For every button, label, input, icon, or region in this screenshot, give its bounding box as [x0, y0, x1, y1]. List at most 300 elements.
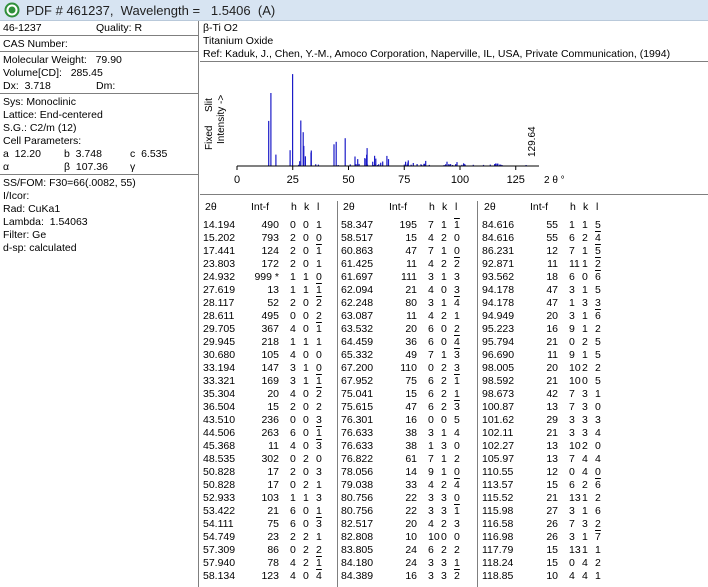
table-cell-intensity: 11 — [406, 310, 417, 322]
table-cell-k: 3 — [441, 557, 447, 569]
table-cell-intensity: 61 — [405, 453, 417, 465]
table-cell-2theta: 84.616 — [482, 219, 515, 231]
table-cell-h: 4 — [290, 440, 296, 452]
table-cell-intensity: 15 — [546, 479, 558, 491]
x-tick-label-2: 50 — [342, 174, 355, 186]
table-header-2-3: k — [583, 201, 589, 213]
table-cell-l: 4 — [454, 297, 460, 309]
table-cell-intensity: 490 — [261, 219, 279, 231]
ss-fom: SS/FOM: F30=66(.0082, 55) — [3, 177, 136, 189]
d-spacing: d-sp: calculated — [3, 242, 77, 254]
table-cell-k: 2 — [303, 544, 309, 556]
table-cell-k: 1 — [441, 349, 447, 361]
table-cell-l: 5 — [595, 375, 601, 387]
table-cell-l: 3 — [316, 440, 322, 452]
table-cell-k: 1 — [582, 219, 588, 231]
table-cell-2theta: 27.619 — [203, 284, 236, 296]
table-cell-h: 0 — [569, 557, 575, 569]
table-cell-l: 6 — [595, 505, 601, 517]
table-cell-intensity: 47 — [405, 401, 417, 413]
table-cell-h: 3 — [569, 427, 575, 439]
table-cell-l: 6 — [595, 310, 601, 322]
table-cell-h: 3 — [428, 557, 434, 569]
table-cell-l: 4 — [595, 453, 601, 465]
table-cell-intensity: 38 — [405, 440, 417, 452]
table-cell-h: 6 — [428, 544, 434, 556]
table-cell-intensity: 23 — [267, 531, 279, 543]
lambda: Lambda: 1.54063 — [3, 216, 88, 228]
table-cell-2theta: 28.611 — [203, 310, 235, 322]
table-cell-intensity: 110 — [400, 362, 417, 374]
table-cell-2theta: 115.52 — [482, 492, 514, 504]
table-cell-l: 1 — [454, 388, 460, 400]
table-cell-h: 3 — [569, 505, 575, 517]
table-cell-h: 13 — [569, 544, 581, 556]
table-cell-l: 1 — [454, 219, 460, 231]
table-cell-k: 3 — [582, 401, 588, 413]
table-cell-l: 5 — [595, 284, 601, 296]
table-cell-l: 2 — [454, 570, 460, 582]
table-cell-2theta: 14.194 — [203, 219, 236, 231]
table-cell-intensity: 52 — [267, 297, 279, 309]
table-cell-l: 1 — [316, 375, 322, 387]
table-cell-h: 3 — [569, 284, 575, 296]
table-cell-intensity: 172 — [261, 258, 279, 270]
table-cell-k: 1 — [582, 245, 588, 257]
table-cell-2theta: 61.425 — [341, 258, 374, 270]
table-cell-k: 1 — [441, 271, 447, 283]
table-cell-h: 6 — [290, 505, 296, 517]
table-cell-k: 2 — [441, 375, 447, 387]
table-cell-h: 6 — [428, 323, 434, 335]
table-cell-h: 9 — [569, 349, 575, 361]
table-cell-k: 1 — [303, 336, 309, 348]
table-cell-k: 2 — [303, 531, 309, 543]
table-cell-l: 3 — [454, 362, 460, 374]
compound-header — [200, 21, 708, 63]
table-cell-h: 7 — [569, 401, 575, 413]
table-cell-l: 3 — [454, 349, 460, 361]
table-cell-k: 0 — [303, 297, 309, 309]
table-header-1-2: h — [429, 201, 435, 213]
table-cell-k: 0 — [303, 245, 309, 257]
table-cell-h: 3 — [290, 375, 296, 387]
table-cell-intensity: 20 — [405, 518, 417, 530]
table-cell-k: 4 — [582, 466, 588, 478]
table-cell-2theta: 65.332 — [341, 349, 374, 361]
table-cell-intensity: 15 — [546, 557, 558, 569]
table-cell-intensity: 55 — [546, 219, 558, 231]
table-header-1-4: l — [455, 201, 458, 213]
table-cell-intensity: 302 — [261, 453, 279, 465]
table-cell-2theta: 58.347 — [341, 219, 374, 231]
table-cell-h: 4 — [428, 232, 434, 244]
compound-formula: β-Ti O2 — [203, 22, 238, 34]
table-cell-l: 1 — [454, 310, 460, 322]
table-cell-intensity: 21 — [546, 375, 558, 387]
table-cell-intensity: 367 — [261, 323, 279, 335]
table-cell-2theta: 84.180 — [341, 557, 374, 569]
table-cell-k: 1 — [582, 323, 588, 335]
table-cell-k: 1 — [582, 310, 588, 322]
table-cell-2theta: 83.805 — [341, 544, 374, 556]
table-cell-k: 2 — [582, 232, 588, 244]
table-cell-h: 9 — [428, 466, 434, 478]
table-cell-l: 1 — [316, 427, 322, 439]
table-cell-h: 1 — [290, 336, 296, 348]
table-cell-2theta: 15.202 — [203, 232, 236, 244]
table-header-1-0: 2θ — [343, 201, 355, 213]
table-cell-l: 4 — [454, 336, 460, 348]
table-cell-k: 1 — [303, 375, 309, 387]
table-cell-k: 0 — [441, 531, 447, 543]
table-cell-l: 3 — [454, 271, 460, 283]
table-cell-l: 2 — [316, 401, 322, 413]
table-cell-2theta: 44.506 — [203, 427, 236, 439]
table-cell-intensity: 15 — [405, 388, 417, 400]
table-cell-2theta: 58.517 — [341, 232, 374, 244]
table-cell-h: 3 — [290, 362, 296, 374]
table-cell-h: 13 — [569, 492, 581, 504]
table-cell-intensity: 13 — [546, 440, 558, 452]
table-cell-h: 1 — [290, 284, 296, 296]
table-cell-h: 0 — [569, 466, 575, 478]
table-cell-k: 1 — [441, 219, 447, 231]
table-cell-intensity: 11 — [547, 258, 558, 270]
table-cell-k: 0 — [303, 349, 309, 361]
dm: Dm: — [96, 80, 116, 92]
table-cell-k: 0 — [441, 414, 447, 426]
table-cell-intensity: 17 — [267, 479, 279, 491]
table-cell-l: 1 — [316, 284, 322, 296]
table-cell-2theta: 35.304 — [203, 388, 236, 400]
table-cell-2theta: 102.11 — [482, 427, 514, 439]
table-cell-h: 2 — [290, 531, 296, 543]
table-cell-2theta: 62.248 — [341, 297, 374, 309]
table-cell-h: 10 — [569, 375, 581, 387]
table-header-2-2: h — [570, 201, 576, 213]
x-tick-label-4: 100 — [450, 174, 470, 186]
table-cell-k: 0 — [582, 375, 588, 387]
table-cell-intensity: 12 — [546, 466, 558, 478]
table-cell-h: 4 — [290, 388, 296, 400]
table-cell-k: 1 — [441, 427, 447, 439]
table-cell-2theta: 33.194 — [203, 362, 236, 374]
table-cell-k: 1 — [441, 453, 447, 465]
window-title-bar[interactable] — [0, 0, 708, 21]
table-cell-h: 2 — [290, 232, 296, 244]
table-cell-intensity: 24 — [405, 544, 417, 556]
table-cell-2theta: 115.98 — [482, 505, 514, 517]
table-cell-k: 4 — [582, 557, 588, 569]
table-cell-intensity: 29 — [546, 414, 558, 426]
table-cell-l: 1 — [454, 505, 460, 517]
table-cell-2theta: 76.301 — [341, 414, 374, 426]
table-cell-h: 9 — [569, 323, 575, 335]
table-cell-k: 0 — [441, 284, 447, 296]
table-cell-l: 0 — [454, 531, 460, 543]
table-cell-l: 2 — [316, 310, 322, 322]
table-cell-k: 1 — [441, 466, 447, 478]
lattice: Lattice: End-centered — [3, 109, 103, 121]
table-cell-k: 2 — [441, 258, 447, 270]
table-cell-intensity: 33 — [405, 479, 417, 491]
table-cell-k: 0 — [303, 219, 309, 231]
table-cell-k: 2 — [441, 479, 447, 491]
table-cell-h: 7 — [428, 219, 434, 231]
table-cell-h: 6 — [428, 375, 434, 387]
table-cell-h: 7 — [428, 453, 434, 465]
table-cell-h: 6 — [428, 388, 434, 400]
table-cell-k: 3 — [441, 570, 447, 582]
table-cell-h: 6 — [290, 518, 296, 530]
cell-parameters: Cell Parameters: — [3, 135, 82, 147]
table-cell-2theta: 58.134 — [203, 570, 236, 582]
table-cell-2theta: 54.111 — [203, 518, 234, 530]
table-cell-2theta: 84.389 — [341, 570, 374, 582]
table-cell-l: 2 — [595, 518, 601, 530]
table-cell-intensity: 47 — [405, 245, 417, 257]
table-cell-l: 3 — [454, 518, 460, 530]
x-ticks — [234, 166, 525, 186]
table-header-0-4: l — [317, 201, 320, 213]
table-cell-2theta: 82.808 — [341, 531, 374, 543]
table-cell-2theta: 76.633 — [341, 427, 374, 439]
table-cell-h: 7 — [428, 245, 434, 257]
table-cell-2theta: 93.562 — [482, 271, 515, 283]
table-cell-2theta: 80.756 — [341, 492, 374, 504]
table-cell-l: 0 — [316, 271, 322, 283]
table-cell-h: 10 — [569, 362, 581, 374]
table-cell-l: 5 — [595, 219, 601, 231]
table-cell-l: 4 — [595, 232, 601, 244]
table-cell-intensity: 263 — [261, 427, 279, 439]
table-cell-2theta: 54.749 — [203, 531, 236, 543]
table-cell-k: 0 — [303, 388, 309, 400]
cas-number: CAS Number: — [3, 38, 68, 50]
peak-table — [200, 195, 708, 587]
table-cell-l: 2 — [454, 323, 460, 335]
table-cell-2theta: 95.223 — [482, 323, 515, 335]
table-cell-intensity: 47 — [546, 284, 558, 296]
table-cell-2theta: 95.794 — [482, 336, 515, 348]
table-cell-intensity: 21 — [546, 336, 558, 348]
table-cell-k: 1 — [303, 492, 309, 504]
table-cell-intensity: 21 — [405, 284, 417, 296]
table-cell-2theta: 63.532 — [341, 323, 374, 335]
table-cell-intensity: 75 — [405, 375, 417, 387]
table-cell-2theta: 84.616 — [482, 232, 515, 244]
table-cell-h: 4 — [569, 570, 575, 582]
table-cell-k: 2 — [303, 557, 309, 569]
table-cell-intensity: 20 — [405, 323, 417, 335]
table-cell-2theta: 117.79 — [482, 544, 514, 556]
table-cell-l: 1 — [316, 479, 322, 491]
molecular-weight: Molecular Weight: 79.90 — [3, 54, 122, 66]
table-cell-h: 3 — [428, 505, 434, 517]
table-cell-h: 2 — [290, 401, 296, 413]
radiation: Rad: CuKa1 — [3, 203, 61, 215]
table-cell-2theta: 102.27 — [482, 440, 515, 452]
table-cell-l: 1 — [316, 245, 322, 257]
table-cell-l: 1 — [595, 570, 601, 582]
table-cell-2theta: 29.705 — [203, 323, 236, 335]
table-cell-intensity: 147 — [261, 362, 279, 374]
table-header-2-1: Int-f — [530, 201, 549, 213]
table-cell-h: 0 — [428, 362, 434, 374]
table-cell-h: 0 — [290, 310, 296, 322]
table-cell-k: 2 — [441, 544, 447, 556]
table-cell-intensity: 14 — [405, 466, 417, 478]
table-cell-l: 1 — [454, 375, 460, 387]
table-cell-l: 6 — [595, 271, 601, 283]
table-cell-2theta: 36.504 — [203, 401, 236, 413]
table-cell-h: 6 — [569, 271, 575, 283]
table-cell-intensity: 75 — [267, 518, 279, 530]
table-cell-h: 3 — [428, 271, 434, 283]
table-cell-intensity: 49 — [405, 349, 417, 361]
table-cell-h: 11 — [569, 258, 580, 270]
table-cell-h: 1 — [290, 271, 296, 283]
table-cell-intensity: 495 — [261, 310, 279, 322]
table-cell-l: 0 — [454, 466, 460, 478]
table-cell-k: 2 — [582, 362, 588, 374]
table-cell-l: 3 — [595, 297, 601, 309]
table-cell-2theta: 63.087 — [341, 310, 374, 322]
table-cell-h: 4 — [428, 258, 434, 270]
table-cell-intensity: 13 — [267, 284, 279, 296]
table-cell-l: 0 — [316, 453, 322, 465]
table-cell-l: 2 — [595, 258, 601, 270]
table-cell-2theta: 118.24 — [482, 557, 514, 569]
table-cell-intensity: 24 — [405, 557, 417, 569]
table-cell-k: 3 — [582, 427, 588, 439]
table-cell-k: 0 — [441, 336, 447, 348]
table-cell-intensity: 22 — [405, 492, 417, 504]
space-group: S.G.: C2/m (12) — [3, 122, 77, 134]
x-tick-label-5: 125 — [506, 174, 525, 186]
table-cell-k: 1 — [582, 505, 588, 517]
table-cell-l: 7 — [595, 531, 601, 543]
table-cell-h: 10 — [569, 440, 581, 452]
table-cell-k: 0 — [582, 271, 588, 283]
table-cell-l: 4 — [595, 427, 601, 439]
table-cell-2theta: 78.056 — [341, 466, 374, 478]
table-cell-2theta: 94.178 — [482, 284, 515, 296]
table-cell-l: 5 — [595, 336, 601, 348]
table-cell-intensity: 22 — [405, 505, 417, 517]
table-cell-l: 0 — [454, 440, 460, 452]
table-cell-l: 0 — [595, 440, 601, 452]
table-cell-l: 1 — [316, 531, 322, 543]
table-cell-intensity: 27 — [546, 505, 558, 517]
table-cell-h: 0 — [290, 479, 296, 491]
table-cell-2theta: 61.697 — [341, 271, 374, 283]
table-cell-k: 4 — [582, 570, 588, 582]
table-cell-k: 1 — [303, 284, 309, 296]
table-cell-2theta: 67.952 — [341, 375, 374, 387]
table-cell-intensity: 13 — [546, 401, 558, 413]
table-cell-2theta: 82.517 — [341, 518, 374, 530]
table-cell-l: 0 — [316, 349, 322, 361]
table-cell-h: 4 — [290, 349, 296, 361]
table-cell-k: 2 — [582, 336, 588, 348]
table-cell-2theta: 76.822 — [341, 453, 374, 465]
table-cell-intensity: 21 — [546, 492, 558, 504]
table-cell-l: 1 — [316, 505, 322, 517]
table-cell-l: 4 — [454, 479, 460, 491]
table-cell-l: 0 — [316, 232, 322, 244]
table-cell-l: 2 — [454, 453, 460, 465]
table-cell-l: 5 — [595, 349, 601, 361]
table-cell-intensity: 10 — [405, 531, 417, 543]
table-cell-k: 1 — [303, 271, 309, 283]
table-cell-k: 0 — [303, 323, 309, 335]
table-cell-h: 6 — [569, 232, 575, 244]
table-cell-intensity: 86 — [267, 544, 279, 556]
table-cell-k: 2 — [582, 440, 588, 452]
crystal-system: Sys: Monoclinic — [3, 96, 76, 108]
table-cell-l: 2 — [595, 557, 601, 569]
table-cell-h: 6 — [569, 479, 575, 491]
table-cell-intensity: 123 — [261, 570, 279, 582]
table-cell-h: 7 — [569, 245, 575, 257]
table-cell-2theta: 48.535 — [203, 453, 236, 465]
table-cell-k: 3 — [582, 297, 588, 309]
table-cell-k: 0 — [303, 310, 309, 322]
table-cell-h: 4 — [428, 284, 434, 296]
table-cell-2theta: 96.690 — [482, 349, 515, 361]
table-cell-2theta: 76.633 — [341, 440, 374, 452]
table-cell-k: 4 — [582, 453, 588, 465]
cell-c: c 6.535 — [130, 148, 168, 160]
table-cell-intensity: 38 — [405, 427, 417, 439]
table-cell-k: 1 — [303, 362, 309, 374]
table-cell-l: 3 — [316, 414, 322, 426]
max-annotation: 129.64 — [527, 126, 538, 157]
table-cell-h: 1 — [569, 219, 575, 231]
table-cell-intensity: 111 — [401, 271, 417, 283]
table-cell-l: 3 — [316, 518, 322, 530]
table-cell-k: 0 — [303, 427, 309, 439]
table-cell-k: 2 — [441, 518, 447, 530]
table-cell-l: 1 — [595, 388, 601, 400]
table-cell-l: 0 — [454, 245, 460, 257]
table-cell-h: 4 — [428, 310, 434, 322]
table-header-0-1: Int-f — [251, 201, 270, 213]
table-cell-2theta: 101.62 — [482, 414, 515, 426]
table-cell-k: 2 — [441, 401, 447, 413]
table-cell-h: 2 — [290, 245, 296, 257]
table-cell-h: 0 — [290, 453, 296, 465]
x-axis-label: 2 θ ° — [544, 175, 565, 186]
table-header-0-2: h — [291, 201, 297, 213]
app-icon — [4, 2, 20, 18]
table-cell-2theta: 105.97 — [482, 453, 515, 465]
table-cell-l: 1 — [316, 258, 322, 270]
table-cell-k: 2 — [582, 479, 588, 491]
table-cell-l: 2 — [595, 492, 601, 504]
table-cell-2theta: 43.510 — [203, 414, 236, 426]
x-tick-label-3: 75 — [398, 174, 411, 186]
i-icor: I/Icor: — [3, 190, 30, 202]
table-cell-l: 3 — [316, 492, 322, 504]
table-cell-l: 2 — [316, 297, 322, 309]
table-cell-h: 1 — [428, 440, 434, 452]
table-cell-intensity: 21 — [267, 505, 279, 517]
table-cell-2theta: 116.98 — [482, 531, 514, 543]
table-cell-intensity: 11 — [406, 258, 417, 270]
